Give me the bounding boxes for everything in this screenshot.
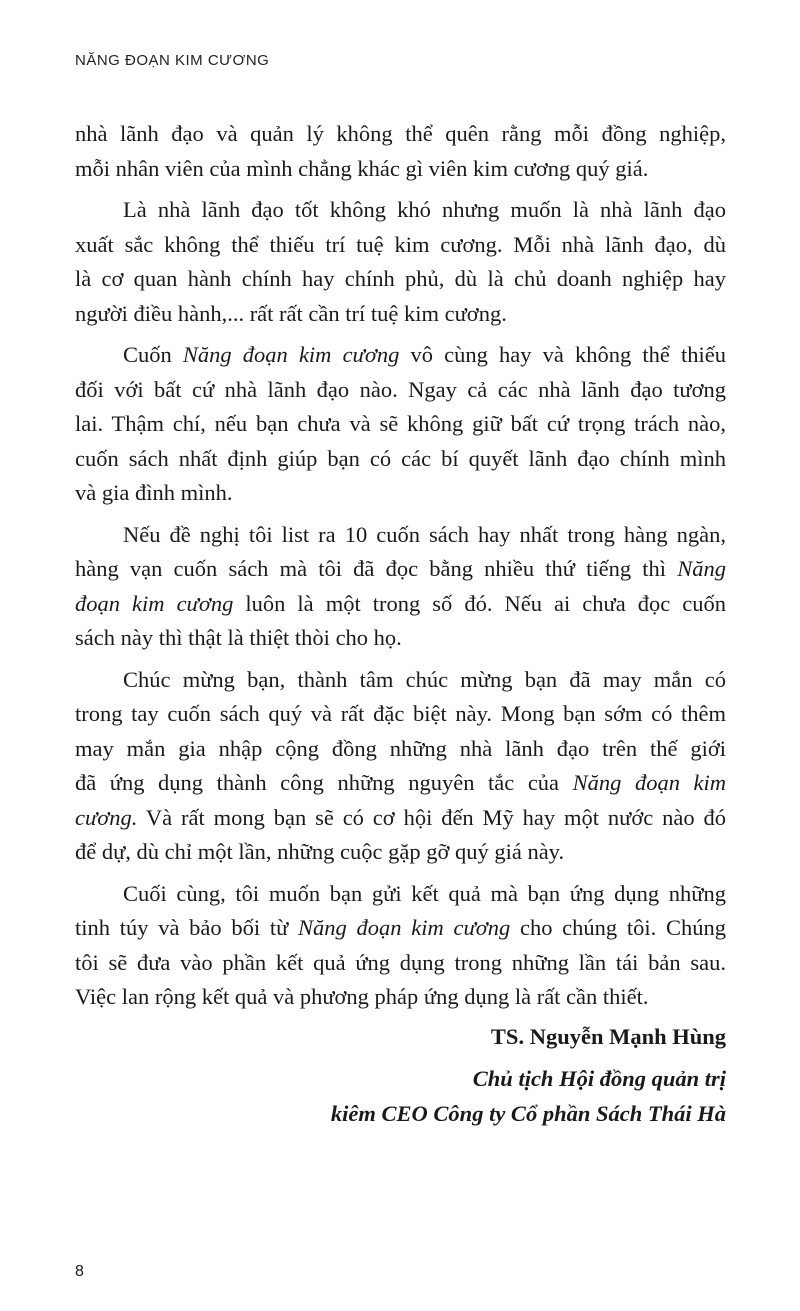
text-run: để dự, dù chỉ một lần, những cuộc gặp gỡ quý giá này.: [75, 839, 565, 864]
paragraph: [75, 338, 726, 511]
text-run: cho chúng tôi. Chúng: [510, 915, 726, 940]
text-line: [75, 732, 726, 767]
text-line: [75, 152, 726, 187]
text-run: tinh túy và bảo bối từ: [75, 915, 299, 940]
text-run: trong tay cuốn sách quý và rất đặc biệt này. Mong bạn sớm có thêm: [75, 701, 726, 726]
text-run: sách này thì thật là thiệt thòi cho họ.: [75, 625, 402, 650]
text-line: [75, 621, 726, 656]
text-line: [75, 552, 726, 587]
text-run: lai. Thậm chí, nếu bạn chưa và sẽ không giữ bất cứ trọng trách nào,: [75, 411, 726, 436]
text-line: [75, 338, 726, 373]
text-line: [75, 476, 726, 511]
text-run: xuất sắc không thể thiếu trí tuệ kim cương. Mỗi nhà lãnh đạo, dù: [75, 231, 726, 257]
italic-book-title: Năng đoạn kim cương: [182, 342, 400, 367]
text-line: [75, 766, 726, 801]
text-line: [75, 297, 726, 332]
text-run: Là nhà lãnh đạo tốt không khó nhưng muốn là nhà lãnh đạo: [123, 197, 726, 222]
text-run: là cơ quan hành chính hay chính phủ, dù là chủ doanh nghiệp hay: [75, 266, 726, 291]
text-line: [75, 663, 726, 698]
text-run: người điều hành,... rất rất cần trí tuệ kim cương.: [75, 300, 507, 326]
text-line: [75, 193, 726, 228]
signature-name: TS. Nguyễn Mạnh Hùng: [490, 1024, 726, 1049]
paragraph: [75, 518, 726, 656]
italic-book-title: Năng đoạn kim cương: [298, 915, 511, 940]
text-run: đối với bất cứ nhà lãnh đạo nào. Ngay cả các nhà lãnh đạo tương: [75, 376, 726, 402]
text-line: [75, 835, 726, 870]
text-run: tôi sẽ đưa vào phần kết quả ứng dụng trong những lần tái bản sau.: [75, 949, 726, 975]
text-line: [75, 518, 726, 553]
text-line: [75, 877, 726, 912]
text-line: [75, 228, 726, 263]
text-line: [75, 442, 726, 477]
paragraph: [75, 663, 726, 870]
text-run: cuốn sách nhất định giúp bạn có các bí quyết lãnh đạo chính mình: [75, 445, 726, 471]
paragraph: [75, 877, 726, 1015]
text-line: [75, 980, 726, 1015]
text-run: đã ứng dụng thành công những nguyên tắc của: [75, 770, 573, 795]
text-line: [75, 373, 726, 408]
text-run: Nếu đề nghị tôi list ra 10 cuốn sách hay nhất trong hàng ngàn,: [123, 521, 726, 547]
signature-title-line2: kiêm CEO Công ty Cổ phần Sách Thái Hà: [330, 1101, 726, 1126]
text-run: hàng vạn cuốn sách mà tôi đã đọc bằng nhiều thứ tiếng thì: [75, 556, 678, 581]
signature-title-line1: Chủ tịch Hội đồng quản trị: [472, 1066, 726, 1091]
text-line: [75, 946, 726, 981]
text-run: Và rất mong bạn sẽ có cơ hội đến Mỹ hay một nước nào đó: [137, 804, 726, 830]
text-line: [75, 117, 726, 152]
text-run: Việc lan rộng kết quả và phương pháp ứng dụng là rất cần thiết.: [75, 984, 649, 1009]
text-run: vô cùng hay và không thể thiếu: [399, 342, 727, 367]
page-body-text: [75, 117, 726, 1022]
text-run: mỗi nhân viên của mình chẳng khác gì viên kim cương quý giá.: [75, 155, 649, 181]
text-line: [75, 262, 726, 297]
italic-book-title: Năng: [677, 556, 726, 581]
running-header: NĂNG ĐOẠN KIM CƯƠNG: [75, 52, 270, 69]
text-line: [75, 587, 726, 622]
text-run: may mắn gia nhập cộng đồng những nhà lãnh đạo trên thế giới: [75, 735, 726, 761]
text-line: [75, 911, 726, 946]
italic-book-title: cương.: [75, 804, 138, 830]
text-run: luôn là một trong số đó. Nếu ai chưa đọc cuốn: [233, 590, 726, 616]
text-line: [75, 697, 726, 732]
text-run: Cuối cùng, tôi muốn bạn gửi kết quả mà bạn ứng dụng những: [123, 880, 726, 906]
text-run: nhà lãnh đạo và quản lý không thể quên rằng mỗi đồng nghiệp,: [75, 121, 726, 146]
paragraph: [75, 193, 726, 331]
text-run: và gia đình mình.: [75, 480, 233, 505]
italic-book-title: đoạn kim cương: [75, 590, 234, 616]
text-line: [75, 801, 726, 836]
paragraph: [75, 117, 726, 186]
text-line: [75, 407, 726, 442]
page-number: 8: [75, 1263, 84, 1280]
italic-book-title: Năng đoạn kim: [572, 770, 726, 795]
text-run: Cuốn: [123, 342, 183, 367]
text-run: Chúc mừng bạn, thành tâm chúc mừng bạn đã may mắn có: [123, 666, 726, 692]
